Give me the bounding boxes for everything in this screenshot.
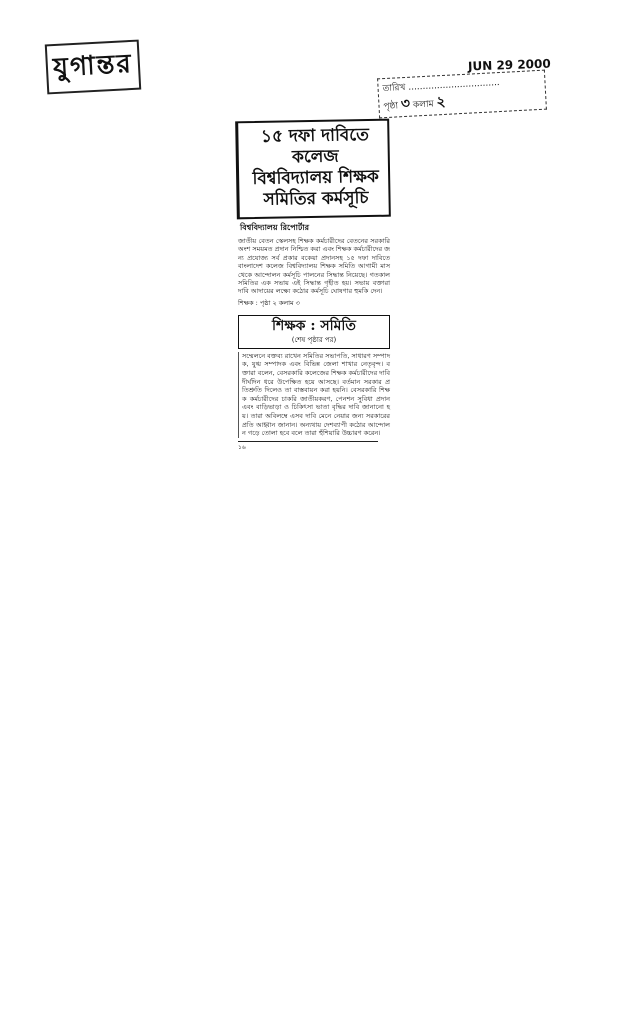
newspaper-masthead: যুগান্তর [45, 40, 141, 95]
slip-page-label: পৃষ্ঠা [383, 101, 399, 113]
continuation-body: সম্মেলনে বক্তব্য রাখেন সমিতির সভাপতি, সাধারণ সম্পাদক, যুগ্ম সম্পাদক এবং বিভিন্ন জেলা শাখার নেতৃবৃন্দ। বক্তারা বলেন, বেসরকারি কলেজের শিক্ষক কর্মচারীদের দাবি দীর্ঘদিন ধরে উপেক্ষিত হয়ে আসছে। বর্তমান সরকার প্রতিশ্রুতি দিলেও তা বাস্তবায়ন করা হয়নি। বেসরকারি শিক্ষক কর্মচারীদের চাকরি জাতীয়করণ, পেনশন সুবিধা প্রদান এবং বাড়িভাড়া ও চিকিৎসা ভাতা বৃদ্ধির দাবি জানানো হয়। তারা অবিলম্বে এসব দাবি মেনে নেয়ার জন্য সরকারের প্রতি আহ্বান জানান। অন্যথায় দেশব্যাপী কঠোর আন্দোলন গড়ে তোলা হবে বলে তারা হুঁশিয়ারি উচ্চারণ করেন। [238, 352, 390, 438]
slip-date-row: তারিখ ................................ [382, 78, 500, 95]
news-clipping [230, 120, 390, 453]
headline-line-3: সমিতির কর্মসূচি [263, 188, 369, 210]
continuation-header [238, 315, 390, 349]
clipping-index-slip [377, 70, 547, 119]
date-stamp: JUN 29 2000 [467, 56, 551, 74]
byline: বিশ্ববিদ্যালয় রিপোর্টার [240, 223, 310, 232]
slip-page-number: ৩ [400, 95, 411, 113]
page-mark: ১৬ [238, 443, 246, 451]
headline-line-1: ১৫ দফা দাবিতে কলেজ [260, 125, 370, 168]
continuation-note: (শেষ পৃষ্ঠার পর) [291, 335, 337, 344]
continuation-headline: শিক্ষক : সমিতি [272, 317, 356, 334]
continued-note: শিক্ষক : পৃষ্ঠা ২ কলাম ৩ [238, 298, 300, 307]
slip-column-number: ২ [435, 93, 446, 111]
article-body: জাতীয় বেতন স্কেলসহ শিক্ষক কর্মচারীদের বেতনের সরকারি অংশ সময়মত প্রদান নিশ্চিত করা এবং শিক্ষক কর্মচারীদের জন্য প্রযোজ্য সর্ব প্রকার বকেয়া প্রদানসহ ১৫ দফা দাবিতে বাংলাদেশ কলেজ বিশ্ববিদ্যালয় শিক্ষক সমিতি আগামী মাস থেকে আন্দোলন কর্মসূচি পালনের সিদ্ধান্ত নিয়েছে। গতকাল সমিতির এক সভায় এই সিদ্ধান্ত গৃহীত হয়। সভায় বক্তারা দাবি আদায়ের লক্ষ্যে কঠোর কর্মসূচি ঘোষণার হুমকি দেন। [238, 237, 390, 296]
headline-line-2: বিশ্ববিদ্যালয় শিক্ষক [252, 166, 379, 190]
headline-box [235, 119, 391, 220]
slip-column-label: কলাম [412, 99, 434, 111]
